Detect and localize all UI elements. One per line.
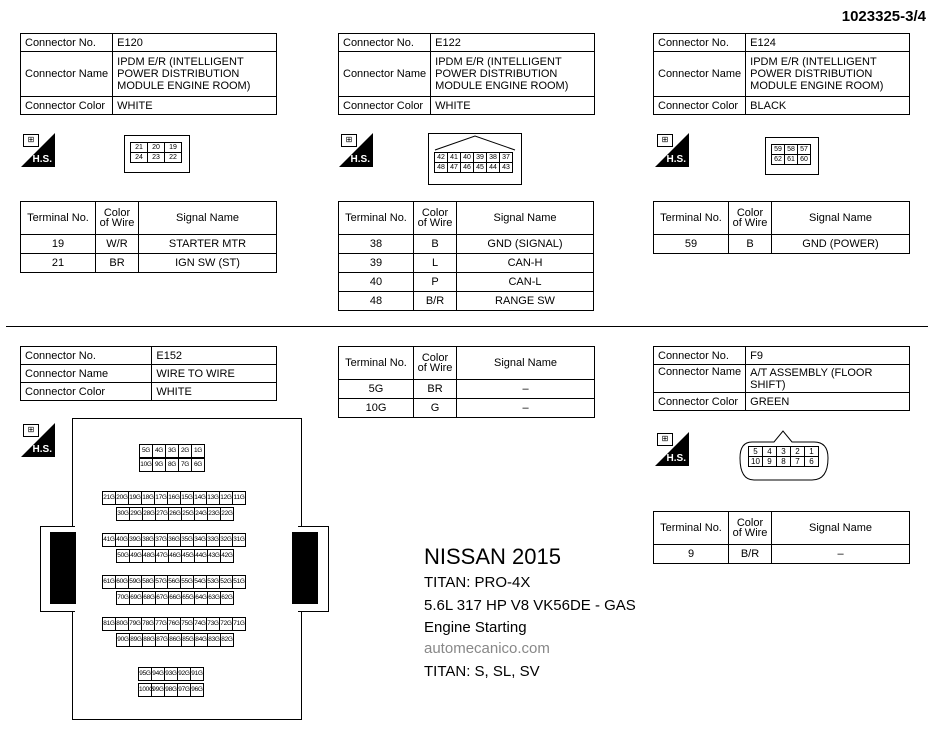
pin: 3G (165, 444, 179, 458)
pin: 96G (190, 683, 204, 697)
pin: 94G (151, 667, 165, 681)
pin: 36G (167, 533, 181, 547)
e122-info-table (338, 33, 595, 115)
pin: 75G (180, 617, 194, 631)
wire-cell: W/R (96, 235, 139, 254)
terminal-cell: 38 (339, 235, 414, 254)
pin: 41G (102, 533, 116, 547)
pin: 1G (191, 444, 205, 458)
pin: 8G (165, 458, 179, 472)
pin: 42 (434, 152, 448, 163)
e152-pin-row (139, 667, 204, 681)
pin: 30G (116, 507, 130, 521)
pin: 88G (142, 633, 156, 647)
pin: 44 (486, 162, 500, 173)
pin: 85G (181, 633, 195, 647)
pin: 38G (141, 533, 155, 547)
pin: 14G (193, 491, 207, 505)
pin: 50G (116, 549, 130, 563)
terminal-cell: 59 (654, 235, 729, 254)
header-color-of-wire: Color of Wire (96, 202, 139, 235)
page-id: 1023325-3/4 (841, 8, 926, 25)
e124-pin-grid (772, 145, 811, 165)
terminal-cell: 48 (339, 292, 414, 311)
e124-name: IPDM E/R (INTELLIGENT POWER DISTRIBUTION MODULE ENGINE ROOM) (746, 52, 910, 97)
pin: 10 (748, 456, 763, 467)
pin: 39 (473, 152, 487, 163)
pin: 77G (154, 617, 168, 631)
pin: 74G (193, 617, 207, 631)
pin: 68G (142, 591, 156, 605)
e120-color: WHITE (113, 97, 277, 115)
pin: 43 (499, 162, 513, 173)
pin: 71G (232, 617, 246, 631)
e124-no: E124 (746, 34, 910, 52)
label-connector-no: Connector No. (654, 34, 746, 52)
wire-cell: B (414, 235, 457, 254)
pin: 10G (139, 458, 153, 472)
pin: 44G (194, 549, 208, 563)
pin: 79G (128, 617, 142, 631)
f9-info-table (653, 346, 910, 411)
e152-pin-row (103, 491, 246, 505)
pin: 46G (168, 549, 182, 563)
header-signal-name: Signal Name (139, 202, 277, 235)
e152-info-table (20, 346, 277, 401)
signal-cell: CAN-H (457, 254, 594, 273)
header-signal-name: Signal Name (457, 347, 595, 380)
e120-name: IPDM E/R (INTELLIGENT POWER DISTRIBUTION MODULE ENGINE ROOM) (113, 52, 277, 97)
wire-cell: B/R (729, 545, 772, 564)
pin: 82G (220, 633, 234, 647)
pin: 97G (177, 683, 191, 697)
pin: 43G (207, 549, 221, 563)
pin: 18G (141, 491, 155, 505)
pin: 62G (220, 591, 234, 605)
pin: 23G (207, 507, 221, 521)
e152-pin-row (103, 575, 246, 589)
pin: 41 (447, 152, 461, 163)
signal-cell: GND (POWER) (772, 235, 910, 254)
model-line: TITAN: PRO-4X (424, 574, 531, 591)
header-color-of-wire: Color of Wire (729, 202, 772, 235)
e152-pin-row (117, 591, 234, 605)
pin: 73G (206, 617, 220, 631)
wire-cell: BR (414, 380, 457, 399)
pin: 3 (776, 446, 791, 457)
pin: 9 (762, 456, 777, 467)
pin: 35G (180, 533, 194, 547)
system-line: Engine Starting (424, 619, 527, 636)
pin: 23 (147, 152, 165, 163)
pin: 20 (147, 142, 165, 153)
label-connector-color: Connector Color (654, 97, 746, 115)
pin: 17G (154, 491, 168, 505)
e122-name: IPDM E/R (INTELLIGENT POWER DISTRIBUTION MODULE ENGINE ROOM) (431, 52, 595, 97)
hs-icon: ⊞ H.S. (339, 133, 373, 167)
e152-color: WHITE (152, 383, 277, 401)
label-connector-color: Connector Color (21, 383, 152, 401)
e122-no: E122 (431, 34, 595, 52)
e152-terminal-table (338, 346, 595, 418)
f9-name: A/T ASSEMBLY (FLOOR SHIFT) (746, 365, 910, 393)
header-terminal-no: Terminal No. (654, 512, 729, 545)
pin: 72G (219, 617, 233, 631)
label-connector-name: Connector Name (21, 52, 113, 97)
label-connector-no: Connector No. (21, 34, 113, 52)
pin: 46 (460, 162, 474, 173)
signal-cell: STARTER MTR (139, 235, 277, 254)
e152-no: E152 (152, 347, 277, 365)
pin: 57G (154, 575, 168, 589)
pin: 32G (219, 533, 233, 547)
pin: 22 (164, 152, 182, 163)
pin: 58 (784, 144, 798, 155)
e152-name: WIRE TO WIRE (152, 365, 277, 383)
terminal-cell: 19 (21, 235, 96, 254)
pin: 89G (129, 633, 143, 647)
trims-line: TITAN: S, SL, SV (424, 663, 540, 680)
header-color-of-wire: Color of Wire (729, 512, 772, 545)
pin: 1 (804, 446, 819, 457)
pin: 64G (194, 591, 208, 605)
pin: 20G (115, 491, 129, 505)
pin: 9G (152, 458, 166, 472)
pin: 52G (219, 575, 233, 589)
brand-title: NISSAN 2015 (424, 544, 561, 569)
terminal-cell: 40 (339, 273, 414, 292)
label-connector-name: Connector Name (654, 52, 746, 97)
wire-cell: P (414, 273, 457, 292)
pin: 84G (194, 633, 208, 647)
pin: 5 (748, 446, 763, 457)
label-connector-name: Connector Name (654, 365, 746, 393)
pin: 33G (206, 533, 220, 547)
pin: 26G (168, 507, 182, 521)
header-signal-name: Signal Name (772, 512, 910, 545)
pin: 2G (178, 444, 192, 458)
e120-pin-grid (131, 143, 182, 163)
e122-color: WHITE (431, 97, 595, 115)
pin: 48 (434, 162, 448, 173)
pin: 47G (155, 549, 169, 563)
wire-cell: BR (96, 254, 139, 273)
f9-pin-grid (749, 447, 819, 467)
pin: 13G (206, 491, 220, 505)
e120-info-table (20, 33, 277, 115)
hs-icon: ⊞ H.S. (21, 133, 55, 167)
wire-cell: B (729, 235, 772, 254)
pin: 49G (129, 549, 143, 563)
f9-color: GREEN (746, 393, 910, 411)
pin: 91G (190, 667, 204, 681)
pin: 76G (167, 617, 181, 631)
e120-connector-diagram (124, 135, 190, 173)
pin: 95G (138, 667, 152, 681)
header-terminal-no: Terminal No. (339, 347, 414, 380)
signal-cell: – (457, 380, 595, 399)
pin: 55G (180, 575, 194, 589)
header-signal-name: Signal Name (457, 202, 594, 235)
terminal-cell: 39 (339, 254, 414, 273)
pin: 12G (219, 491, 233, 505)
terminal-cell: 9 (654, 545, 729, 564)
hs-icon: ⊞ H.S. (21, 423, 55, 457)
wire-cell: G (414, 399, 457, 418)
pin: 45G (181, 549, 195, 563)
e122-pin-grid (435, 153, 513, 173)
pin: 21G (102, 491, 116, 505)
pin: 57 (797, 144, 811, 155)
pin: 4 (762, 446, 777, 457)
pin: 16G (167, 491, 181, 505)
pin: 70G (116, 591, 130, 605)
pin: 87G (155, 633, 169, 647)
pin: 53G (206, 575, 220, 589)
pin: 27G (155, 507, 169, 521)
pin: 21 (130, 142, 148, 153)
pin: 37G (154, 533, 168, 547)
pin: 59G (128, 575, 142, 589)
label-connector-color: Connector Color (654, 393, 746, 411)
label-connector-no: Connector No. (654, 347, 746, 365)
pin: 58G (141, 575, 155, 589)
pin: 90G (116, 633, 130, 647)
terminal-cell: 5G (339, 380, 414, 399)
pin: 80G (115, 617, 129, 631)
hs-icon: ⊞ H.S. (655, 432, 689, 466)
terminal-cell: 10G (339, 399, 414, 418)
pin: 15G (180, 491, 194, 505)
pin: 98G (164, 683, 178, 697)
pin: 28G (142, 507, 156, 521)
signal-cell: – (772, 545, 910, 564)
pin: 93G (164, 667, 178, 681)
pin: 4G (152, 444, 166, 458)
pin: 47 (447, 162, 461, 173)
pin: 65G (181, 591, 195, 605)
pin: 34G (193, 533, 207, 547)
label-connector-no: Connector No. (339, 34, 431, 52)
e152-pin-row (103, 533, 246, 547)
signal-cell: RANGE SW (457, 292, 594, 311)
e152-pin-row (139, 683, 204, 697)
pin: 51G (232, 575, 246, 589)
header-terminal-no: Terminal No. (654, 202, 729, 235)
e124-color: BLACK (746, 97, 910, 115)
pin: 62 (771, 154, 785, 165)
label-connector-color: Connector Color (21, 97, 113, 115)
label-connector-name: Connector Name (21, 365, 152, 383)
pin: 38 (486, 152, 500, 163)
terminal-cell: 21 (21, 254, 96, 273)
pin: 45 (473, 162, 487, 173)
connector-latch (429, 134, 521, 152)
signal-cell: CAN-L (457, 273, 594, 292)
pin: 6 (804, 456, 819, 467)
e120-no: E120 (113, 34, 277, 52)
pin: 39G (128, 533, 142, 547)
pin: 29G (129, 507, 143, 521)
pin: 78G (141, 617, 155, 631)
pin: 37 (499, 152, 513, 163)
e152-pin-row (140, 444, 205, 458)
e152-pin-row (117, 633, 234, 647)
pin: 61 (784, 154, 798, 165)
right-latch (292, 532, 318, 604)
pin: 31G (232, 533, 246, 547)
e152-pin-row (140, 458, 205, 472)
pin: 56G (167, 575, 181, 589)
pin: 24 (130, 152, 148, 163)
e124-info-table (653, 33, 910, 115)
pin: 59 (771, 144, 785, 155)
left-latch (50, 532, 76, 604)
signal-cell: GND (SIGNAL) (457, 235, 594, 254)
pin: 8 (776, 456, 791, 467)
e124-connector-diagram (765, 137, 819, 175)
pin: 11G (232, 491, 246, 505)
pin: 19 (164, 142, 182, 153)
pin: 40G (115, 533, 129, 547)
e122-connector-diagram (428, 133, 522, 185)
engine-line: 5.6L 317 HP V8 VK56DE - GAS (424, 597, 636, 614)
signal-cell: – (457, 399, 595, 418)
label-connector-name: Connector Name (339, 52, 431, 97)
pin: 54G (193, 575, 207, 589)
pin: 22G (220, 507, 234, 521)
pin: 81G (102, 617, 116, 631)
pin: 2 (790, 446, 805, 457)
section-divider (6, 326, 928, 327)
header-signal-name: Signal Name (772, 202, 910, 235)
pin: 48G (142, 549, 156, 563)
hs-icon: ⊞ H.S. (655, 133, 689, 167)
e152-pin-row (117, 549, 234, 563)
e152-pin-row (117, 507, 234, 521)
wire-cell: B/R (414, 292, 457, 311)
pin: 67G (155, 591, 169, 605)
website-text: automecanico.com (424, 640, 550, 657)
f9-terminal-table (653, 511, 910, 564)
e122-terminal-table (338, 201, 594, 311)
pin: 83G (207, 633, 221, 647)
pin: 66G (168, 591, 182, 605)
pin: 60G (115, 575, 129, 589)
label-connector-no: Connector No. (21, 347, 152, 365)
pin: 19G (128, 491, 142, 505)
pin: 42G (220, 549, 234, 563)
pin: 86G (168, 633, 182, 647)
pin: 92G (177, 667, 191, 681)
e152-pin-row (103, 617, 246, 631)
pin: 40 (460, 152, 474, 163)
pin: 25G (181, 507, 195, 521)
pin: 60 (797, 154, 811, 165)
header-color-of-wire: Color of Wire (414, 347, 457, 380)
e120-terminal-table (20, 201, 277, 273)
pin: 6G (191, 458, 205, 472)
pin: 99G (151, 683, 165, 697)
header-terminal-no: Terminal No. (21, 202, 96, 235)
signal-cell: IGN SW (ST) (139, 254, 277, 273)
label-connector-color: Connector Color (339, 97, 431, 115)
f9-no: F9 (746, 347, 910, 365)
pin: 69G (129, 591, 143, 605)
wire-cell: L (414, 254, 457, 273)
e124-terminal-table (653, 201, 910, 254)
pin: 24G (194, 507, 208, 521)
pin: 100G (138, 683, 152, 697)
pin: 7G (178, 458, 192, 472)
pin: 5G (139, 444, 153, 458)
header-color-of-wire: Color of Wire (414, 202, 457, 235)
header-terminal-no: Terminal No. (339, 202, 414, 235)
pin: 63G (207, 591, 221, 605)
pin: 7 (790, 456, 805, 467)
pin: 61G (102, 575, 116, 589)
